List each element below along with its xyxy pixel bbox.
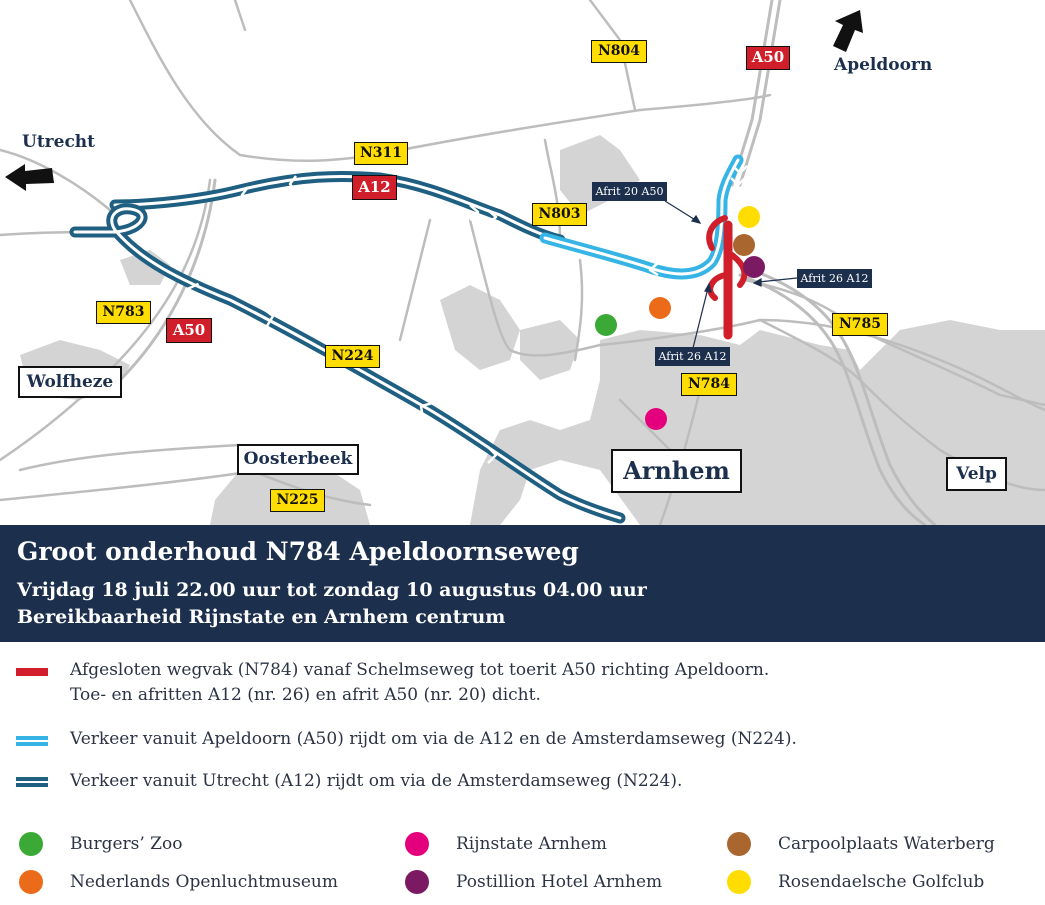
poi-dot-carpool bbox=[727, 832, 751, 856]
road-label-n311: N311 bbox=[354, 142, 408, 165]
banner-title: Groot onderhoud N784 Apeldoornseweg bbox=[17, 537, 579, 566]
city-label-apeldoorn: Apeldoorn bbox=[834, 55, 933, 75]
poi-label-zoo: Burgers’ Zoo bbox=[70, 834, 183, 854]
closed-road-swatch bbox=[16, 668, 48, 676]
road-label-n784: N784 bbox=[681, 373, 737, 396]
city-label-oosterbeek: Oosterbeek bbox=[237, 444, 359, 475]
banner-date: Vrijdag 18 juli 22.00 uur tot zondag 10 augustus 04.00 uur bbox=[17, 579, 647, 601]
road-label-n224: N224 bbox=[325, 345, 380, 368]
poi-label-rijnstate: Rijnstate Arnhem bbox=[456, 834, 607, 854]
motorway-label-a50-west: A50 bbox=[166, 318, 212, 343]
road-label-n804: N804 bbox=[591, 40, 647, 63]
road-label-n783: N783 bbox=[96, 301, 151, 324]
poi-dot-openluchtmuseum bbox=[19, 870, 43, 894]
legend-closed-line1: Afgesloten wegvak (N784) vanaf Schelmseweg tot toerit A50 richting Apeldoorn. bbox=[70, 660, 770, 680]
poi-dot-rijnstate bbox=[405, 832, 429, 856]
exit-label-afrit26-south: Afrit 26 A12 bbox=[655, 347, 730, 366]
legend-detour-utrecht: Verkeer vanuit Utrecht (A12) rijdt om via de Amsterdamseweg (N224). bbox=[70, 771, 683, 791]
exit-label-afrit20: Afrit 20 A50 bbox=[592, 182, 667, 201]
poi-dot-hotel bbox=[405, 870, 429, 894]
legend-closed-line2: Toe- en afritten A12 (nr. 26) en afrit A50 (nr. 20) dicht. bbox=[70, 685, 541, 705]
poi-label-golfclub: Rosendaelsche Golfclub bbox=[778, 872, 985, 892]
poi-dot-zoo bbox=[19, 832, 43, 856]
detour-utrecht-swatch bbox=[16, 777, 48, 787]
motorway-label-a50-top: A50 bbox=[746, 46, 790, 70]
road-label-n785: N785 bbox=[832, 313, 888, 336]
exit-label-afrit26-east: Afrit 26 A12 bbox=[797, 269, 872, 288]
poi-label-carpool: Carpoolplaats Waterberg bbox=[778, 834, 995, 854]
detour-apeldoorn-swatch bbox=[16, 736, 48, 746]
title-banner bbox=[0, 525, 1045, 642]
city-label-velp: Velp bbox=[946, 457, 1007, 491]
city-label-arnhem: Arnhem bbox=[611, 449, 742, 493]
legend-detour-apeldoorn: Verkeer vanuit Apeldoorn (A50) rijdt om via de A12 en de Amsterdamseweg (N224). bbox=[70, 729, 797, 749]
poi-dot-golfclub bbox=[727, 870, 751, 894]
motorway-label-a12: A12 bbox=[352, 175, 397, 200]
road-label-n803: N803 bbox=[532, 203, 587, 226]
city-label-wolfheze: Wolfheze bbox=[18, 366, 122, 398]
poi-label-hotel: Postillion Hotel Arnhem bbox=[456, 872, 663, 892]
banner-subtitle: Bereikbaarheid Rijnstate en Arnhem centrum bbox=[17, 606, 506, 628]
map-legend bbox=[0, 642, 1045, 905]
city-label-utrecht: Utrecht bbox=[22, 132, 96, 152]
poi-label-openluchtmuseum: Nederlands Openluchtmuseum bbox=[70, 872, 338, 892]
road-label-n225: N225 bbox=[270, 489, 325, 512]
